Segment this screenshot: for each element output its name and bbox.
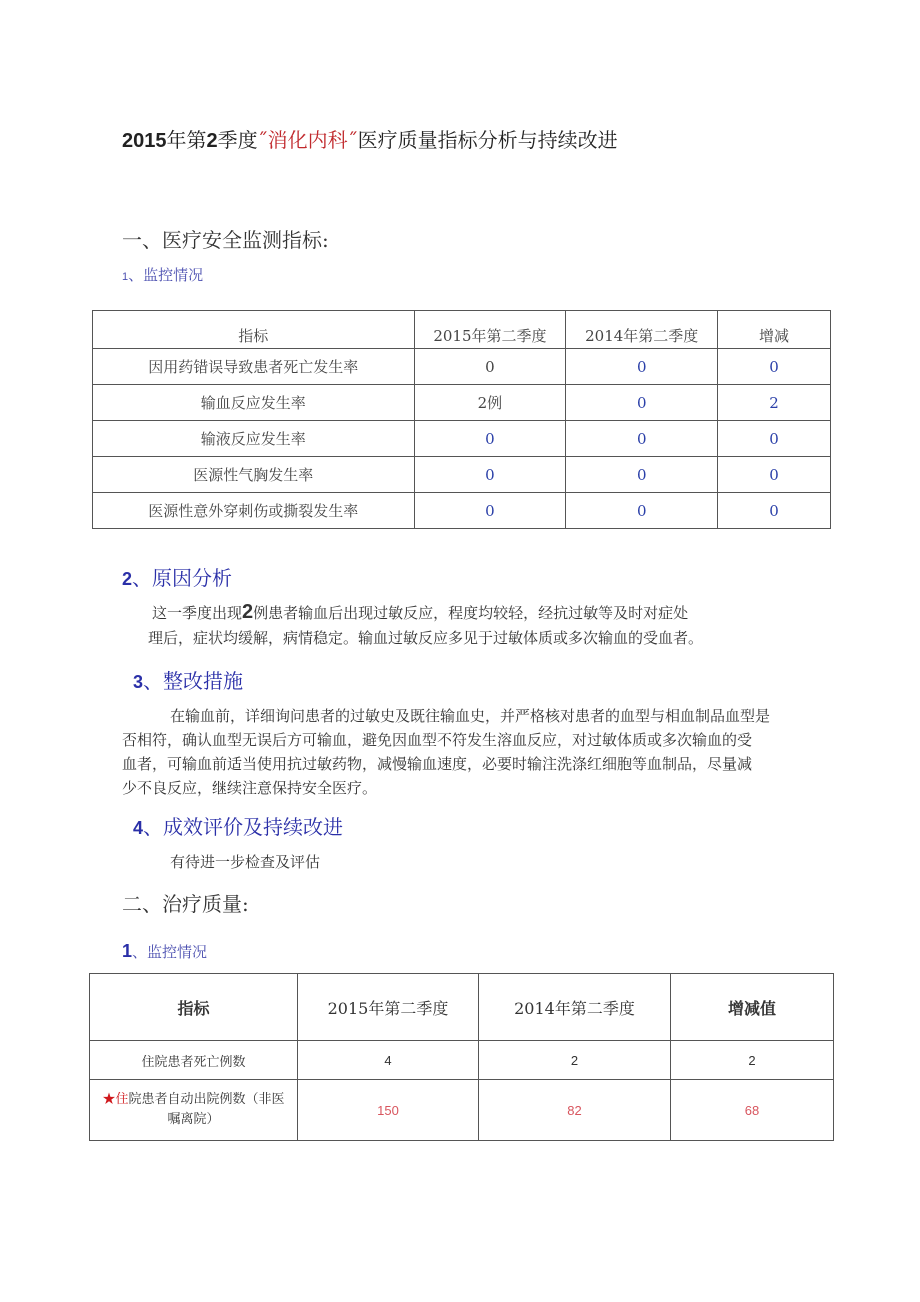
measures-line: 少不良反应，继续注意保持安全医疗。 xyxy=(122,779,378,797)
value-cell: 0 xyxy=(566,349,718,385)
value-cell: 0 xyxy=(566,493,718,529)
value-cell: 2例 xyxy=(414,385,566,421)
section2-sub1 xyxy=(122,941,207,962)
section2-heading: 二、治疗质量: xyxy=(122,892,249,916)
indicator-cell: 医源性气胸发生率 xyxy=(93,457,415,493)
table-row xyxy=(93,349,831,385)
measures-line: 在输血前，详细询问患者的过敏史及既往输血史，并严格核对患者的血型与相血制品血型是 xyxy=(170,707,771,725)
star-icon: ★ xyxy=(102,1092,116,1107)
section1-sub3 xyxy=(133,665,243,694)
analysis-line2: 理后，症状均缓解，病情稳定。输血过敏反应多见于过敏体质或多次输血的受血者。 xyxy=(148,629,704,647)
sub2-label: 、原因分析 xyxy=(132,566,233,590)
indicator-rest: 院患者自动出院例数（非医 xyxy=(128,1092,285,1107)
treatment-quality-table xyxy=(89,973,834,1141)
value-cell: 0 xyxy=(414,349,566,385)
sub4-label: 、成效评价及持续改进 xyxy=(143,815,344,839)
value-cell: 4 xyxy=(298,1041,479,1080)
safety-indicator-table xyxy=(92,310,831,529)
table-row xyxy=(93,493,831,529)
section1-sub4 xyxy=(133,811,343,840)
first-char: 住 xyxy=(115,1092,129,1107)
table-header-row xyxy=(90,974,834,1041)
indicator-cell: 医源性意外穿刺伤或撕裂发生率 xyxy=(93,493,415,529)
s2-sub1-label: 、监控情况 xyxy=(132,943,208,961)
value-cell: 2 xyxy=(479,1041,671,1080)
header-cell: 2014年第二季度 xyxy=(479,974,671,1041)
measures-line: 血者，可输血前适当使用抗过敏药物，减慢输血速度，必要时输注洗涤红细胞等血制品，尽量减 xyxy=(122,755,753,773)
sub1-label: 、监控情况 xyxy=(128,266,204,284)
analysis-count: 2 xyxy=(242,601,254,623)
table-header-row xyxy=(93,311,831,349)
analysis-post: 例患者输血后出现过敏反应，程度均较轻，经抗过敏等及时对症处 xyxy=(253,604,689,622)
value-cell: 0 xyxy=(718,457,831,493)
value-cell: 0 xyxy=(414,493,566,529)
value-cell: 0 xyxy=(414,457,566,493)
sub4-number: 4 xyxy=(133,818,144,838)
value-cell: 2 xyxy=(718,385,831,421)
value-cell: 0 xyxy=(566,421,718,457)
title-quarter: 2 xyxy=(206,130,218,152)
section1-sub1 xyxy=(122,264,203,285)
indicator-cell: 因用药错误导致患者死亡发生率 xyxy=(93,349,415,385)
header-cell: 指标 xyxy=(93,311,415,349)
title-part2: 季度 xyxy=(217,128,258,152)
evaluation-text: 有待进一步检查及评估 xyxy=(170,853,321,871)
table-row xyxy=(93,421,831,457)
indicator-line2: 嘱离院） xyxy=(167,1112,220,1127)
value-cell: 0 xyxy=(718,493,831,529)
analysis-line1 xyxy=(152,600,688,625)
indicator-cell: 输血反应发生率 xyxy=(93,385,415,421)
sub3-label: 、整改措施 xyxy=(143,669,244,693)
indicator-cell: 输液反应发生率 xyxy=(93,421,415,457)
title-dept: ˝消化内科˝ xyxy=(257,128,358,152)
header-cell: 2015年第二季度 xyxy=(298,974,479,1041)
section1-heading: 一、医疗安全监测指标: xyxy=(122,228,329,252)
value-cell: 82 xyxy=(479,1080,671,1141)
table-row xyxy=(93,385,831,421)
value-cell: 68 xyxy=(671,1080,834,1141)
value-cell: 0 xyxy=(566,385,718,421)
indicator-cell xyxy=(90,1080,298,1141)
s2-sub1-number: 1 xyxy=(122,941,133,961)
header-cell: 2014年第二季度 xyxy=(566,311,718,349)
header-cell: 增减值 xyxy=(671,974,834,1041)
value-cell: 0 xyxy=(718,349,831,385)
sub2-number: 2 xyxy=(122,569,133,589)
title-year: 2015 xyxy=(122,130,167,152)
sub3-number: 3 xyxy=(133,672,144,692)
sub1-number: 1 xyxy=(122,271,129,283)
header-cell: 指标 xyxy=(90,974,298,1041)
page-title xyxy=(122,124,618,153)
value-cell: 0 xyxy=(566,457,718,493)
analysis-pre: 这一季度出现 xyxy=(152,604,243,622)
table-row xyxy=(90,1041,834,1080)
table-row xyxy=(90,1080,834,1141)
value-cell: 150 xyxy=(298,1080,479,1141)
value-cell: 0 xyxy=(718,421,831,457)
title-part1: 年第 xyxy=(166,128,207,152)
value-cell: 0 xyxy=(414,421,566,457)
section1-sub2 xyxy=(122,562,232,591)
table-row xyxy=(93,457,831,493)
header-cell: 2015年第二季度 xyxy=(414,311,566,349)
header-cell: 增减 xyxy=(718,311,831,349)
value-cell: 2 xyxy=(671,1041,834,1080)
measures-line: 否相符，确认血型无误后方可输血，避免因血型不符发生溶血反应，对过敏体质或多次输血的受 xyxy=(122,731,753,749)
title-part3: 医疗质量指标分析与持续改进 xyxy=(357,128,618,152)
indicator-cell: 住院患者死亡例数 xyxy=(90,1041,298,1080)
